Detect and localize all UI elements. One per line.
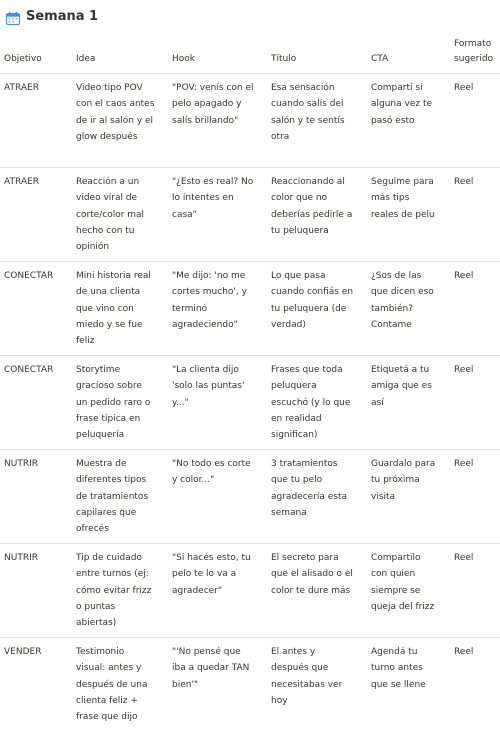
- cell-cta[interactable]: ¿Sos de las que dicen eso también? Contame: [367, 262, 450, 356]
- table-row: [0, 356, 500, 450]
- cell-hook[interactable]: "Si hacés esto, tu pelo te lo va a agradecer": [168, 544, 267, 638]
- cell-titulo[interactable]: Esa sensación cuando salís del salón y te sentís otra: [267, 74, 367, 168]
- cell-formato[interactable]: Reel: [450, 168, 500, 262]
- cell-idea[interactable]: Storytime gracioso sobre un pedido raro o frase típica en peluquería: [72, 356, 168, 450]
- table-row: [0, 544, 500, 638]
- cell-formato[interactable]: Reel: [450, 450, 500, 544]
- column-header-formato[interactable]: Formato sugerido: [450, 37, 500, 74]
- cell-cta[interactable]: Compartí si alguna vez te pasó esto: [367, 74, 450, 168]
- content-calendar-table: [0, 37, 500, 725]
- cell-hook[interactable]: "¿Esto es real? No lo intentes en casa": [168, 168, 267, 262]
- cell-cta[interactable]: Etiquetá a tu amiga que es así: [367, 356, 450, 450]
- cell-idea[interactable]: Tip de cuidado entre turnos (ej: cómo evitar frizz o puntas abiertas): [72, 544, 168, 638]
- cell-titulo[interactable]: Lo que pasa cuando confiás en tu peluquera (de verdad): [267, 262, 367, 356]
- table-row: [0, 638, 500, 726]
- cell-titulo[interactable]: El secreto para que el alisado o el color te dure más: [267, 544, 367, 638]
- page-title: Semana 1: [26, 8, 99, 24]
- cell-titulo[interactable]: 3 tratamientos que tu pelo agradecería esta semana: [267, 450, 367, 544]
- cell-hook[interactable]: "'No pensé que iba a quedar TAN bien'": [172, 647, 250, 690]
- cell-idea[interactable]: Mini historia real de una clienta que vino con miedo y se fue feliz: [72, 262, 168, 356]
- cell-objetivo[interactable]: ATRAER: [0, 168, 72, 262]
- cell-cta[interactable]: Compartilo con quien siempre se queja del frizz: [367, 544, 450, 638]
- cell-hook[interactable]: "POV: venís con el pelo apagado y salís brillando": [168, 74, 267, 168]
- column-header-titulo[interactable]: Título: [267, 37, 367, 74]
- table-row: [0, 450, 500, 544]
- table-row: [0, 168, 500, 262]
- cell-formato[interactable]: Reel: [454, 647, 474, 657]
- cell-idea[interactable]: Reacción a un video viral de corte/color mal hecho con tu opinión: [72, 168, 168, 262]
- calendar-icon: [6, 10, 20, 23]
- cell-formato[interactable]: Reel: [450, 262, 500, 356]
- table-row: [0, 262, 500, 356]
- cell-titulo[interactable]: El antes y después que necesitabas ver hoy: [271, 647, 343, 706]
- cell-cta[interactable]: Seguime para más tips reales de pelu: [367, 168, 450, 262]
- column-header-objetivo[interactable]: Objetivo: [0, 37, 72, 74]
- cell-formato[interactable]: Reel: [450, 74, 500, 168]
- cell-cta[interactable]: Guardalo para tu próxima visita: [367, 450, 450, 544]
- cell-idea[interactable]: Testimonio visual: antes y después de una clienta feliz + frase que dijo: [76, 647, 148, 723]
- column-header-cta[interactable]: CTA: [367, 37, 450, 74]
- cell-idea[interactable]: Muestra de diferentes tipos de tratamientos capilares que ofrecés: [72, 450, 168, 544]
- cell-idea[interactable]: Video tipo POV con el caos antes de ir al salón y el glow después: [72, 74, 168, 168]
- cell-titulo[interactable]: Frases que toda peluquera escuchó (y lo que en realidad significan): [267, 356, 367, 450]
- page-header: [6, 5, 98, 27]
- cell-objetivo[interactable]: CONECTAR: [0, 262, 72, 356]
- cell-objetivo[interactable]: NUTRIR: [0, 544, 72, 638]
- column-header-idea[interactable]: Idea: [72, 37, 168, 74]
- column-header-hook[interactable]: Hook: [168, 37, 267, 74]
- table-header-row: [0, 37, 500, 74]
- cell-cta[interactable]: Agendá tu turno antes que se llene: [371, 647, 426, 690]
- table-row: [0, 74, 500, 168]
- cell-objetivo[interactable]: CONECTAR: [0, 356, 72, 450]
- cell-formato[interactable]: Reel: [450, 356, 500, 450]
- cell-formato[interactable]: Reel: [450, 544, 500, 638]
- cell-objetivo[interactable]: VENDER: [4, 647, 42, 657]
- cell-hook[interactable]: "La clienta dijo 'solo las puntas' y...": [168, 356, 267, 450]
- cell-hook[interactable]: "Me dijo: 'no me cortes mucho', y terminó agradeciendo": [168, 262, 267, 356]
- cell-objetivo[interactable]: NUTRIR: [0, 450, 72, 544]
- cell-hook[interactable]: "No todo es corte y color...": [168, 450, 267, 544]
- cell-objetivo[interactable]: ATRAER: [0, 74, 72, 168]
- cell-titulo[interactable]: Reaccionando al color que no deberías pedirle a tu peluquera: [267, 168, 367, 262]
